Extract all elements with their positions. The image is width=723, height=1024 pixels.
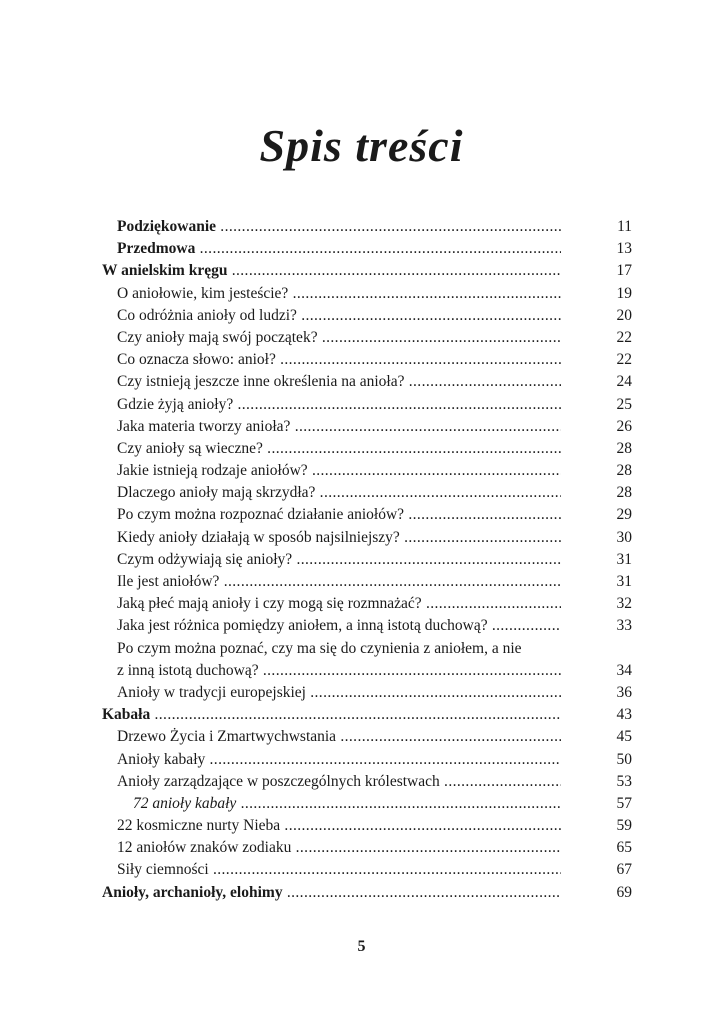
toc-entry [0,260,723,282]
toc-entry-title: Jaka jest różnica pomiędzy aniołem, a inną istotą duchową? ..... [117,615,561,637]
toc-entry [0,859,723,881]
toc-entry-title: Kiedy anioły działają w sposób najsilniejszy? ..... [117,527,561,549]
toc-entry-page: 28 [616,484,632,502]
toc-entry-title: Jaka materia tworzy anioła? ..... [117,416,561,438]
toc-entry-title: z inną istotą duchową? ..... [117,660,561,682]
toc-entry-title: Po czym można rozpoznać działanie aniołów? ..... [117,504,561,526]
toc-entry [0,638,723,660]
toc-entry-title: Anioły kabały ..... [117,749,561,771]
toc-entry-title: Anioły w tradycji europejskiej ..... [117,682,561,704]
toc-entry [0,438,723,460]
toc-entry-title: Przedmowa ..... [117,238,561,260]
toc-entry-page: 13 [616,240,632,258]
toc-entry-title: Czy istnieją jeszcze inne określenia na anioła? ..... [117,371,561,393]
table-of-contents [0,216,723,904]
page-title: Spis treści [259,120,464,171]
toc-entry-title: Kabała ..... [102,704,561,726]
toc-entry-title: Po czym można poznać, czy ma się do czynienia z aniołem, a nie [117,639,522,657]
toc-entry-page: 24 [616,373,632,391]
toc-entry-title: O aniołowie, kim jesteście? ..... [117,283,561,305]
toc-entry-page: 36 [616,683,632,701]
toc-entry-title: Gdzie żyją anioły? ..... [117,394,561,416]
toc-entry-page: 28 [616,462,632,480]
toc-entry-title: Czy anioły są wieczne? ..... [117,438,561,460]
toc-entry [0,771,723,793]
toc-entry-page: 65 [616,839,632,857]
toc-entry-title: Co odróżnia anioły od ludzi? ..... [117,305,561,327]
toc-entry-page: 20 [616,306,632,324]
toc-entry-page: 25 [616,395,632,413]
toc-entry [0,349,723,371]
toc-entry-page: 31 [616,573,632,590]
toc-entry [0,660,723,682]
toc-entry [0,726,723,748]
toc-entry-page: 26 [616,417,632,435]
toc-entry [0,571,723,593]
toc-entry-title: Co oznacza słowo: anioł? ..... [117,349,561,371]
toc-entry-page: 43 [616,706,632,724]
toc-entry [0,216,723,238]
toc-entry-title: W anielskim kręgu ..... [102,260,561,282]
toc-entry [0,682,723,704]
page-number: 5 [357,938,366,955]
toc-entry-title: 72 anioły kabały ..... [133,793,561,815]
toc-entry-page: 22 [616,351,632,369]
toc-entry-page: 29 [616,506,632,524]
toc-entry [0,504,723,526]
toc-entry [0,327,723,349]
toc-entry [0,283,723,305]
toc-entry-page: 69 [616,883,632,901]
toc-entry [0,527,723,549]
toc-entry [0,749,723,771]
toc-entry-page: 11 [617,218,632,235]
toc-entry-page: 33 [616,617,632,635]
toc-entry-title: Czym odżywiają się anioły? ..... [117,549,561,571]
toc-entry-page: 53 [616,772,632,790]
toc-entry [0,704,723,726]
toc-entry [0,394,723,416]
toc-entry-title: Jakie istnieją rodzaje aniołów? ..... [117,460,561,482]
toc-entry [0,815,723,837]
toc-entry-page: 22 [616,328,632,346]
toc-entry-page: 30 [616,528,632,546]
toc-entry-page: 67 [616,861,632,879]
toc-entry-page: 17 [616,262,632,280]
toc-entry-title: 12 aniołów znaków zodiaku ..... [117,837,561,859]
toc-entry [0,371,723,393]
toc-entry-page: 45 [616,728,632,746]
toc-entry [0,549,723,571]
toc-entry-title: Anioły, archanioły, elohimy ..... [102,882,561,904]
toc-entry [0,837,723,859]
toc-entry-page: 32 [616,595,632,613]
toc-entry [0,416,723,438]
toc-entry-title: Jaką płeć mają anioły i czy mogą się rozmnażać? ..... [117,593,561,615]
toc-entry-page: 50 [616,750,632,768]
toc-entry [0,593,723,615]
toc-entry [0,460,723,482]
toc-entry-page: 57 [616,794,632,812]
toc-entry [0,482,723,504]
toc-entry [0,305,723,327]
toc-entry-page: 31 [616,550,632,568]
toc-entry-title: Dlaczego anioły mają skrzydła? ..... [117,482,561,504]
toc-entry-title: Czy anioły mają swój początek? ..... [117,327,561,349]
toc-entry-title: Ile jest aniołów? ..... [117,571,561,593]
toc-entry [0,615,723,637]
toc-entry-title: Siły ciemności ..... [117,859,561,881]
toc-entry-title: Podziękowanie ..... [117,216,561,238]
toc-entry-page: 19 [616,284,632,302]
toc-entry-page: 34 [616,661,632,679]
toc-entry-page: 59 [616,817,632,835]
toc-entry-page: 28 [616,439,632,457]
toc-entry [0,238,723,260]
toc-entry-title: Drzewo Życia i Zmartwychwstania ..... [117,726,561,748]
toc-entry [0,882,723,904]
toc-entry-title: 22 kosmiczne nurty Nieba ..... [117,815,561,837]
toc-entry-title: Anioły zarządzające w poszczególnych królestwach ..... [117,771,561,793]
toc-entry [0,793,723,815]
